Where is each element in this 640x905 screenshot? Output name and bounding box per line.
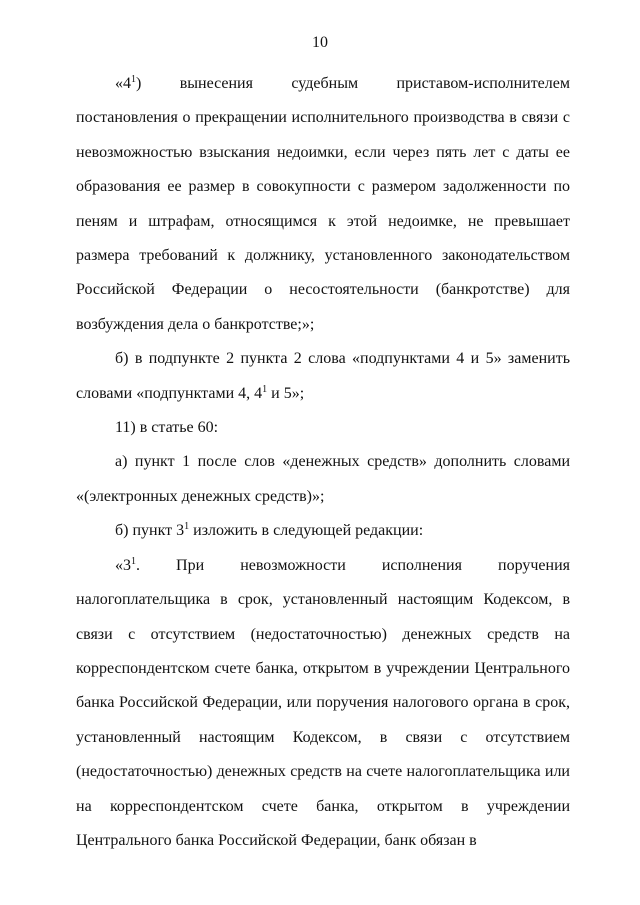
- paragraph: [76, 445, 570, 514]
- text-run: б) в подпункте 2 пункта 2 слова «подпунктами 4 и 5» заменить словами «подпунктами 4, 4: [76, 350, 570, 402]
- text-run: «3: [115, 556, 131, 574]
- paragraph: [76, 514, 570, 548]
- text-run: и 5»;: [267, 384, 305, 402]
- text-run: «4: [115, 75, 131, 92]
- paragraph: [76, 411, 570, 445]
- text-run: б) пункт 3: [115, 522, 185, 540]
- superscript: 1: [262, 383, 268, 395]
- text-run: 11) в статье 60:: [115, 419, 219, 437]
- document-body: [76, 67, 570, 858]
- paragraph: [76, 67, 570, 342]
- text-run: ) вынесения судебным приставом-исполнителем постановления о прекращении исполнительного производства в связи с невозможностью взыскания недоимки, если через пять лет с даты ее образования ее размер в совокупности с размером задолженности по пеням и штрафам, относящимся к этой недоимке, не превышает размера требований к должнику, установленного законодательством Российской Федерации о несостоятельности (банкротстве) для возбуждения дела о банкротстве;»;: [76, 75, 570, 333]
- paragraph: [76, 549, 570, 859]
- superscript: 1: [131, 74, 136, 85]
- superscript: 1: [184, 521, 190, 533]
- text-run: . При невозможности исполнения поручения налогоплательщика в срок, установленный настоящим Кодексом, в связи с отсутствием (недостаточностью) денежных средств на корреспондентском счете банка, открытом в учреждении Центрального банка Российской Федерации, или поручения налогового органа в срок, установленный настоящим Кодексом, в связи с отсутствием (недостаточностью) денежных средств на счете налогоплательщика или на корреспондентском счете банка, открытом в учреждении Центрального банка Российской Федерации, банк обязан в: [76, 556, 570, 849]
- text-run: изложить в следующей редакции:: [189, 522, 424, 540]
- page-number: 10: [312, 34, 328, 51]
- paragraph: [76, 342, 570, 411]
- text-run: а) пункт 1 после слов «денежных средств» дополнить словами «(электронных денежных средств)»;: [76, 453, 570, 505]
- superscript: 1: [131, 555, 136, 567]
